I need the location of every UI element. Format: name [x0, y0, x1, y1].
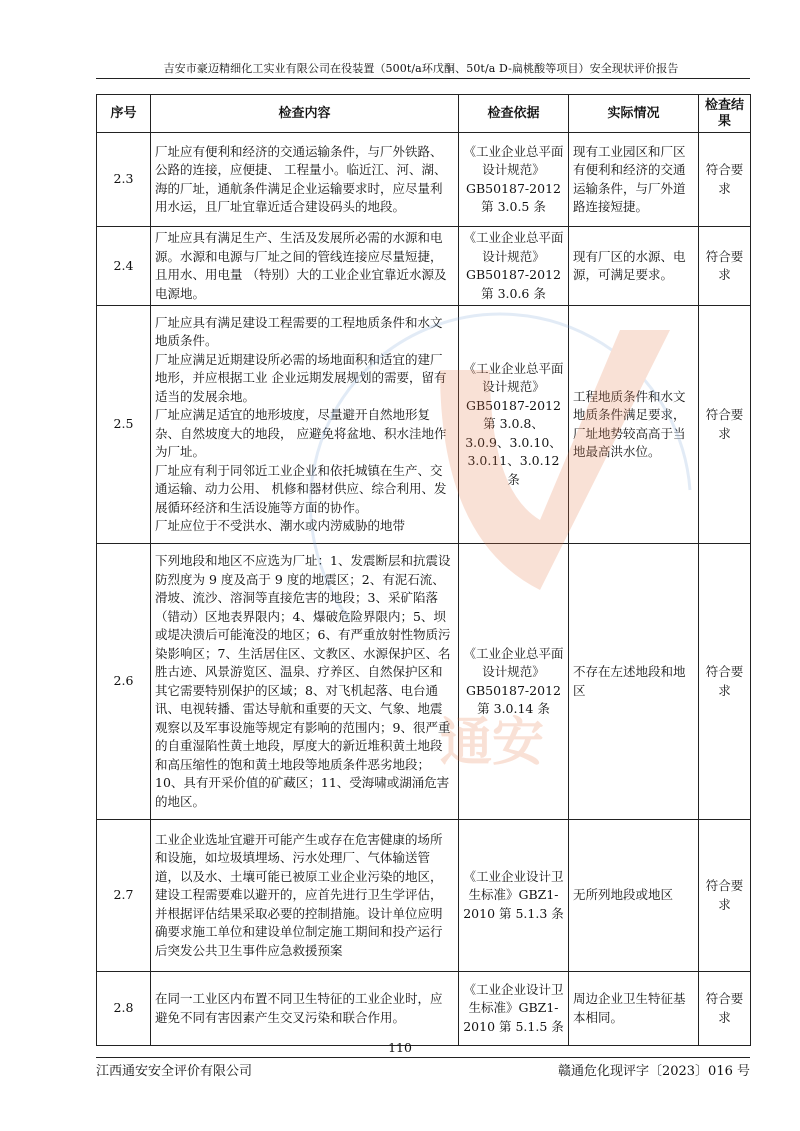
footer-report-number: 赣通危化现评字〔2023〕016 号 — [557, 1064, 750, 1079]
table-row — [97, 306, 751, 544]
row-actual: 不存在左述地段和地区 — [569, 544, 699, 820]
page-number: 110 — [388, 1040, 412, 1055]
row-actual: 周边企业卫生特征基本相同。 — [569, 972, 699, 1046]
row-seq: 2.5 — [97, 306, 151, 544]
content-paragraph: 厂址应有便利和经济的交通运输条件，与厂外铁路、公路的连接，应便捷、 工程量小。临近江、河、湖、海的厂址，通航条件满足企业运输要求时，应尽量利用水运，且厂址宜靠近适合建设码头的地段。 — [155, 143, 447, 214]
row-content — [151, 820, 459, 972]
row-content — [151, 306, 459, 544]
footer-divider — [96, 1057, 750, 1058]
column-header-seq: 序号 — [97, 95, 151, 133]
row-basis: 《工业企业总平面设计规范》GB50187-2012 第 3.0.8、3.0.9、3.0.10、3.0.11、3.0.12 条 — [459, 306, 569, 544]
row-content — [151, 544, 459, 820]
content-paragraph: 厂址应有利于同邻近工业企业和依托城镇在生产、交通运输、动力公用、 机修和器材供应、综合利用、发展循环经济和生活设施等方面的协作。 — [155, 462, 447, 515]
content-paragraph: 厂址应具有满足生产、生活及发展所必需的水源和电源。水源和电源与厂址之间的管线连接应尽量短捷，且用水、用电量 （特别）大的工业企业宜靠近水源及电源地。 — [155, 230, 447, 301]
content-paragraph: 厂址应具有满足建设工程需要的工程地质条件和水文地质条件。 — [155, 314, 443, 348]
table-header-row — [97, 95, 751, 133]
footer-company: 江西通安安全评价有限公司 — [96, 1064, 253, 1079]
column-header-actual: 实际情况 — [569, 95, 699, 133]
header-divider — [96, 78, 750, 79]
row-basis: 《工业企业设计卫生标准》GBZ1-2010 第 5.1.5 条 — [459, 972, 569, 1046]
row-seq: 2.3 — [97, 133, 151, 227]
column-header-basis: 检查依据 — [459, 95, 569, 133]
watermark-tag: 通安 — [440, 713, 545, 773]
content-paragraph: 厂址应满足近期建设所必需的场地面积和适宜的建厂地形，并应根据工业 企业远期发展规划的需要，留有适当的发展余地。 — [155, 351, 447, 404]
row-result: 符合要求 — [699, 820, 751, 972]
row-seq: 2.6 — [97, 544, 151, 820]
row-actual: 现有厂区的水源、电源，可满足要求。 — [569, 227, 699, 306]
row-actual: 现有工业园区和厂区有便利和经济的交通运输条件，与厂外道路连接短捷。 — [569, 133, 699, 227]
content-paragraph: 下列地段和地区不应选为厂址：1、发震断层和抗震设防烈度为 9 度及高于 9 度的地震区；2、有泥石流、滑坡、流沙、溶洞等直接危害的地段；3、采矿陷落（错动）区地表界限内；4、爆破危险界限内；5、坝或堤决溃后可能淹没的地区；6、有严重放射性物质污染影响区；7、生活居住区、文教区、水源保护区、名胜古迹、风景游览区、温泉、疗养区、自然保护区和其它需要特别保护的区域；8、对飞机起落、电台通讯、电视转播、雷达导航和重要的天文、气象、地震观察以及军事设施等规定有影响的范围内；9、很严重的自重湿陷性黄土地段，厚度大的新近堆积黄土地段和高压缩性的饱和黄土地段等地质条件恶劣地段；10、具有开采价值的矿藏区；11、受海啸或湖涌危害的地区。 — [155, 553, 451, 809]
row-content — [151, 972, 459, 1046]
inspection-table — [96, 94, 751, 1046]
column-header-content: 检查内容 — [151, 95, 459, 133]
table-body — [97, 133, 751, 1046]
row-result: 符合要求 — [699, 227, 751, 306]
row-actual: 工程地质条件和水文地质条件满足要求，厂址地势较高高于当地最高洪水位。 — [569, 306, 699, 544]
content-paragraph: 厂址应位于不受洪水、潮水或内涝威胁的地带 — [155, 518, 406, 533]
row-basis: 《工业企业总平面设计规范》GB50187-2012 第 3.0.14 条 — [459, 544, 569, 820]
table-row — [97, 133, 751, 227]
row-seq: 2.7 — [97, 820, 151, 972]
row-basis: 《工业企业总平面设计规范》GB50187-2012 第 3.0.6 条 — [459, 227, 569, 306]
table-row — [97, 972, 751, 1046]
row-seq: 2.4 — [97, 227, 151, 306]
row-actual: 无所列地段或地区 — [569, 820, 699, 972]
table-row — [97, 544, 751, 820]
row-result: 符合要求 — [699, 544, 751, 820]
row-seq: 2.8 — [97, 972, 151, 1046]
row-content — [151, 133, 459, 227]
row-result: 符合要求 — [699, 306, 751, 544]
column-header-result: 检查结果 — [699, 95, 751, 133]
row-basis: 《工业企业总平面设计规范》GB50187-2012 第 3.0.5 条 — [459, 133, 569, 227]
page-header-title: 吉安市豪迈精细化工实业有限公司在役装置（500t/a环戊酮、50t/a D-扁桃酸等项目）安全现状评价报告 — [163, 62, 679, 75]
content-paragraph: 厂址应满足适宜的地形坡度，尽量避开自然地形复杂、自然坡度大的地段， 应避免将盆地、积水洼地作为厂址。 — [155, 407, 447, 459]
content-paragraph: 在同一工业区内布置不同卫生特征的工业企业时，应避免不同有害因素产生交叉污染和联合作用。 — [155, 991, 443, 1025]
table-row — [97, 227, 751, 306]
table-row — [97, 820, 751, 972]
row-result: 符合要求 — [699, 972, 751, 1046]
row-basis: 《工业企业设计卫生标准》GBZ1-2010 第 5.1.3 条 — [459, 820, 569, 972]
row-content — [151, 227, 459, 306]
content-paragraph: 工业企业选址宜避开可能产生或存在危害健康的场所和设施，如垃圾填埋场、污水处理厂、气体输送管道，以及水、土壤可能已被原工业企业污染的地区，建设工程需要难以避开的，应首先进行卫生学评估，并根据评估结果采取必要的控制措施。设计单位应明确要求施工单位和建设单位制定施工期间和投产运行后突发公共卫生事件应急救援预案 — [155, 831, 443, 958]
row-result: 符合要求 — [699, 133, 751, 227]
